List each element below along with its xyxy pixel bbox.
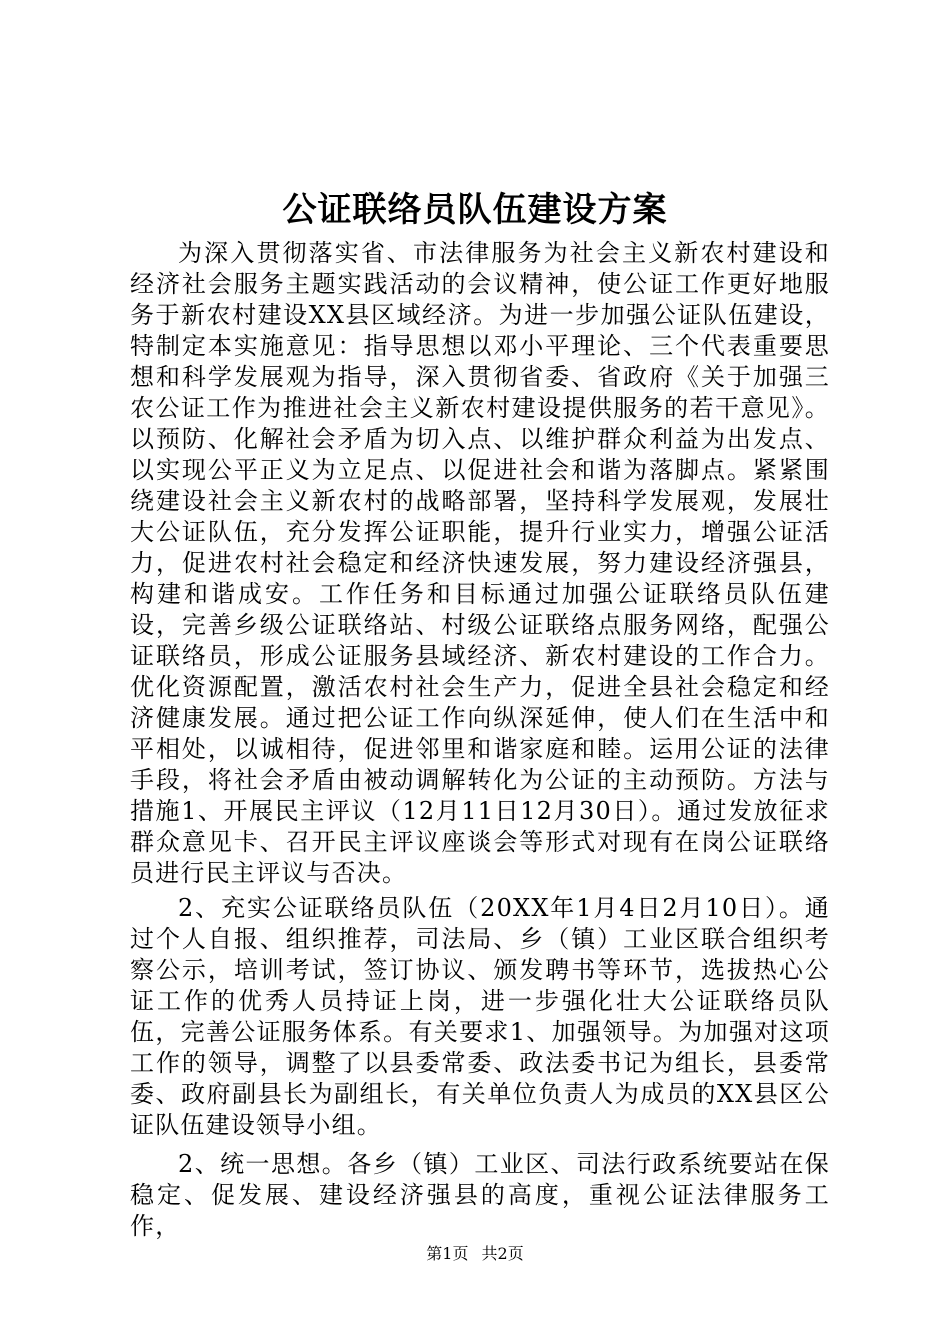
document-body bbox=[130, 238, 830, 1242]
page-footer bbox=[0, 1243, 950, 1265]
document-title: 公证联络员队伍建设方案 bbox=[282, 190, 668, 230]
body-paragraph-1: 为深入贯彻落实省、市法律服务为社会主义新农村建设和经济社会服务主题实践活动的会议精神，使公证工作更好地服务于新农村建设XX县区域经济。为进一步加强公证队伍建设，特制定本实施意见：指导思想以邓小平理论、三个代表重要思想和科学发展观为指导，深入贯彻省委、省政府《关于加强三农公证工作为推进社会主义新农村建设提供服务的若干意见》。以预防、化解社会矛盾为切入点、以维护群众利益为出发点、以实现公平正义为立足点、以促进社会和谐为落脚点。紧紧围绕建设社会主义新农村的战略部署，坚持科学发展观，发展壮大公证队伍，充分发挥公证职能，提升行业实力，增强公证活力，促进农村社会稳定和经济快速发展，努力建设经济强县，构建和谐成安。工作任务和目标通过加强公证联络员队伍建设，完善乡级公证联络站、村级公证联络点服务网络，配强公证联络员，形成公证服务县域经济、新农村建设的工作合力。优化资源配置，激活农村社会生产力，促进全县社会稳定和经济健康发展。通过把公证工作向纵深延伸，使人们在生活中和平相处，以诚相待，促进邻里和谐家庭和睦。运用公证的法律手段，将社会矛盾由被动调解转化为公证的主动预防。方法与措施1、开展民主评议（12月11日12月30日）。通过发放征求群众意见卡、召开民主评议座谈会等形式对现有在岗公证联络员进行民主评议与否决。 bbox=[130, 239, 830, 887]
page-number: 第1页 bbox=[426, 1244, 469, 1263]
body-paragraph-3: 2、统一思想。各乡（镇）工业区、司法行政系统要站在保稳定、促发展、建设经济强县的高度，重视公证法律服务工作， bbox=[130, 1150, 830, 1240]
page-total: 共2页 bbox=[481, 1244, 524, 1263]
body-paragraph-2: 2、充实公证联络员队伍（20XX年1月4日2月10日）。通过个人自报、组织推荐，司法局、乡（镇）工业区联合组织考察公示，培训考试，签订协议、颁发聘书等环节，选拔热心公证工作的优秀人员持证上岗，进一步强化壮大公证联络员队伍，完善公证服务体系。有关要求1、加强领导。为加强对这项工作的领导，调整了以县委常委、政法委书记为组长，县委常委、政府副县长为副组长，有关单位负责人为成员的XX县区公证队伍建设领导小组。 bbox=[130, 894, 830, 1139]
